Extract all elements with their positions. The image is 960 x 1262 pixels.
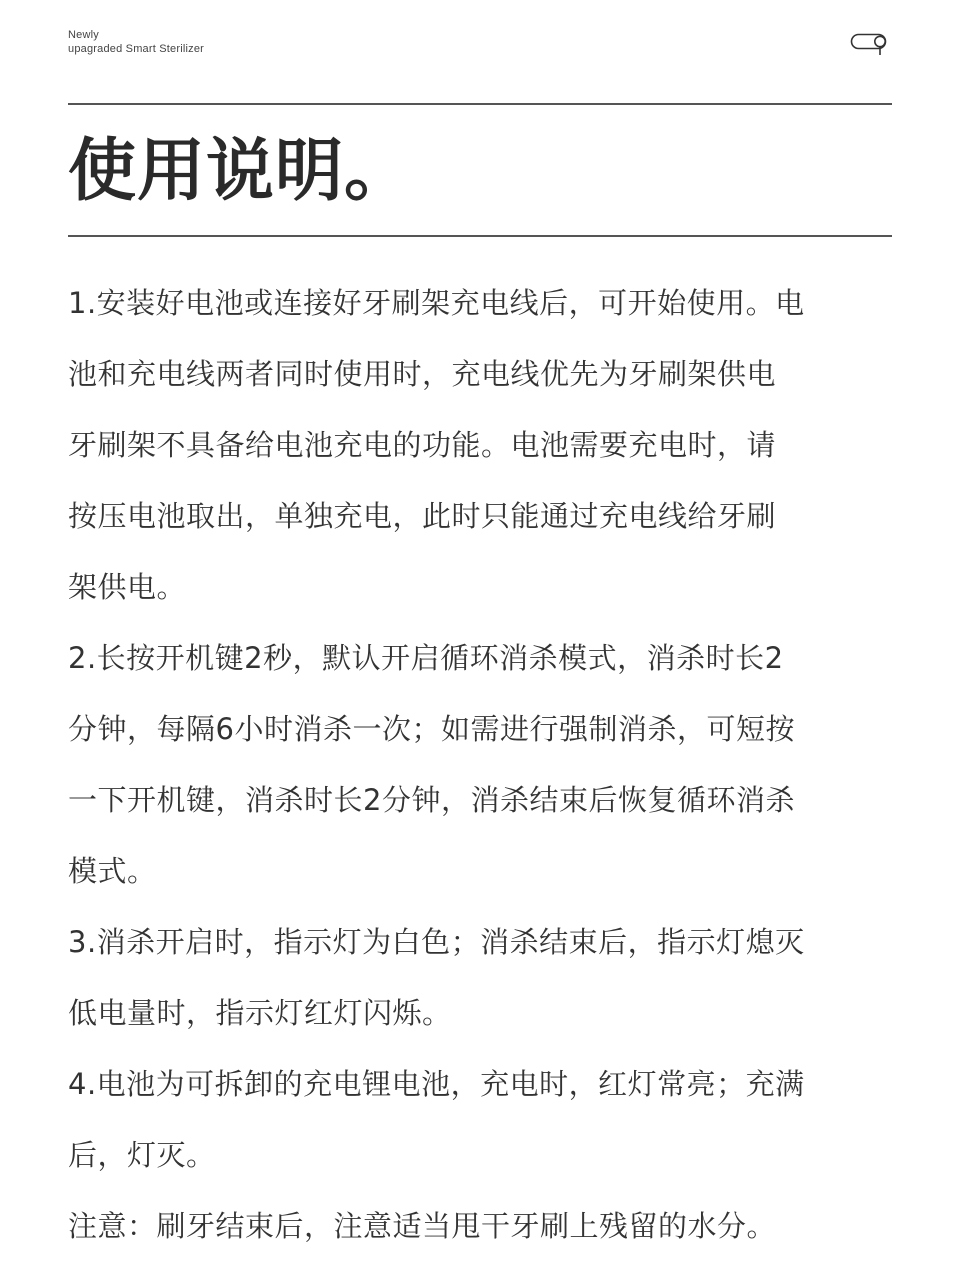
title-divider [68,235,892,237]
instruction-line: 一下开机键，消杀时长2分钟，消杀结束后恢复循环消杀 [68,783,795,817]
instruction-line: 池和充电线两者同时使用时，充电线优先为牙刷架供电 [68,357,777,391]
instruction-line: 分钟，每隔6小时消杀一次；如需进行强制消杀，可短按 [68,712,795,746]
top-divider [68,103,892,105]
instruction-line: 3.消杀开启时，指示灯为白色；消杀结束后，指示灯熄灭 [68,925,805,959]
instruction-line: 1.安装好电池或连接好牙刷架充电线后，可开始使用。电 [68,286,805,320]
instruction-line: 架供电。 [68,570,187,604]
instruction-line: 模式。 [68,854,157,888]
brand-name-line2: upagraded Smart Sterilizer [68,43,205,55]
instruction-line: 低电量时，指示灯红灯闪烁。 [68,996,452,1030]
instruction-line: 2.长按开机键2秒，默认开启循环消杀模式，消杀时长2 [68,641,784,675]
capsule-key-icon [850,30,892,58]
header [68,28,892,68]
instructions-body [68,268,888,1262]
brand-name-line1: Newly [68,29,99,41]
instruction-line: 按压电池取出，单独充电，此时只能通过充电线给牙刷 [68,499,777,533]
instruction-line: 牙刷架不具备给电池充电的功能。电池需要充电时，请 [68,428,777,462]
page-title: 使用说明。 [68,132,414,211]
instruction-line: 注意：刷牙结束后，注意适当甩干牙刷上残留的水分。 [68,1209,777,1243]
instruction-line: 4.电池为可拆卸的充电锂电池，充电时，红灯常亮；充满 [68,1067,805,1101]
instruction-line: 后，灯灭。 [68,1138,216,1172]
